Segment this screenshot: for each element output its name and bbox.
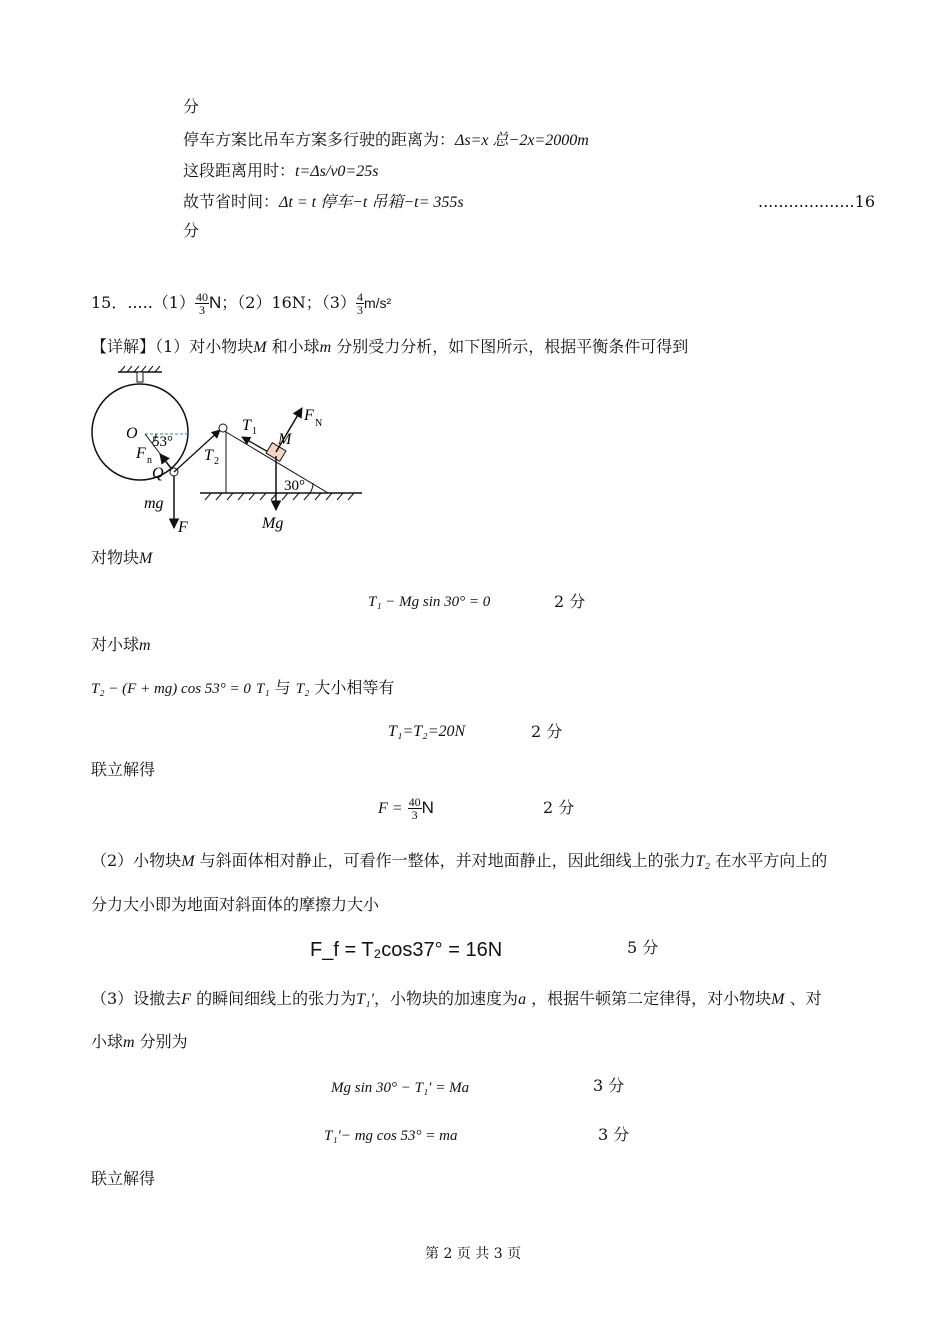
page-footer: 第 2 页 共 3 页 (425, 1246, 522, 1262)
part2-sym-t2: T₂ (695, 853, 711, 870)
label-fn: F (136, 445, 146, 462)
equation-2-line (91, 678, 394, 699)
force-diagram (90, 360, 390, 540)
equation-6: Mg sin 30° − T₁′ = Ma (331, 1080, 470, 1096)
fen-top: 分 (183, 97, 200, 116)
label-fn-normal: F (304, 407, 314, 424)
q15-part1-unit: N (208, 293, 222, 312)
distance-line-formula: Δs=x 总−2x=2000m (455, 132, 589, 149)
solve-label-2: 联立解得 (91, 1169, 156, 1188)
fen-bottom: 分 (183, 221, 200, 240)
equation-4-den: 3 (411, 808, 418, 822)
equation-4-fraction (408, 796, 422, 821)
part2-line-2: 分力大小即为地面对斜面体的摩擦力大小 (91, 895, 380, 914)
equation-4-lhs: F = (378, 800, 403, 817)
equation-4-score: 2 分 (543, 798, 575, 817)
equation-1-score: 2 分 (554, 592, 586, 611)
part3-text-c: ，小物块的加速度为 (374, 989, 519, 1008)
part3-text-d: ，根据牛顿第二定律得，对小物块 (531, 989, 772, 1008)
label-53: 53° (152, 434, 173, 450)
equation-1: T₁ − Mg sin 30° = 0 (368, 594, 491, 610)
q15-part1-fraction (195, 291, 209, 316)
label-q: Q (152, 465, 164, 482)
detail-intro-part1: （1）对小物块 (155, 337, 254, 356)
part3-text-a: （3）设撤去 (91, 989, 182, 1008)
equation-5: F_f = T₂cos37° = 16N (310, 939, 503, 961)
q15-part2: ；（2）16N；（3） (221, 293, 356, 312)
time-line-prefix: 这段距离用时： (183, 161, 296, 180)
t1-arrow (242, 437, 270, 453)
detail-intro-part2: 和小球 (271, 337, 320, 356)
part3-text-f: 小球 (91, 1032, 124, 1051)
part3-sym-t1p: T₁′ (356, 991, 375, 1008)
part3-sym-a: a (518, 991, 527, 1008)
ring (92, 384, 188, 480)
part3-text-e: 、对 (789, 989, 822, 1008)
label-t1-sub: 1 (252, 426, 257, 437)
q15-part1-num: 40 (195, 290, 208, 304)
part3-sym-m-block: M (771, 991, 785, 1008)
equation-2-t2: T₂ (295, 681, 310, 697)
time-line-formula: t=Δs/v0=25s (295, 163, 379, 180)
part2-text-c: 在水平方向上的 (715, 851, 828, 870)
block-m-label-text: 对物块 (91, 548, 140, 567)
angle-arc-30 (310, 483, 313, 493)
equation-7: T₁′− mg cos 53° = ma (324, 1128, 458, 1144)
detail-tag: 【详解】 (91, 337, 156, 356)
label-mg-block: Mg (262, 515, 284, 532)
part2-text-b: 与斜面体相对静止，可看作一整体，并对地面静止，因此细线上的张力 (199, 851, 696, 870)
part2-line-1 (91, 851, 827, 872)
equation-5-score: 5 分 (627, 938, 659, 957)
ceiling-hatch (118, 366, 162, 382)
label-m-block: M (278, 431, 292, 448)
part2-text-a: （2）小物块 (91, 851, 182, 870)
label-t2: T (204, 447, 213, 464)
saved-time-formula: Δt = t 停车−t 吊箱−t= 355s (279, 194, 464, 211)
label-30: 30° (284, 478, 305, 494)
q15-part3-den: 3 (357, 303, 363, 317)
equation-2: T₂ − (F + mg) cos 53° = 0 (91, 681, 251, 697)
score-dots: ...................16 (758, 192, 875, 211)
label-o: O (126, 425, 138, 442)
q15-number: 15．..... (91, 293, 153, 312)
label-fn-normal-sub: N (315, 418, 323, 429)
q15-part3-unit: m/s² (364, 295, 392, 311)
label-f: F (178, 519, 188, 536)
ball-label (91, 635, 151, 656)
equation-7-score: 3 分 (598, 1125, 630, 1144)
equation-4-num: 40 (408, 795, 421, 809)
equation-2-equal-text: 大小相等有 (314, 678, 395, 697)
part3-sym-f: F (181, 991, 191, 1008)
part2-sym-m: M (181, 853, 195, 870)
distance-line-prefix: 停车方案比吊车方案多行驶的距离为： (183, 130, 456, 149)
equation-2-and: 与 (274, 678, 291, 697)
ground-hatch (200, 493, 362, 500)
q15-part1-den: 3 (198, 303, 205, 317)
label-fn-sub: n (147, 455, 152, 466)
time-line (183, 161, 378, 182)
equation-3-score: 2 分 (531, 722, 563, 741)
equation-4-unit: N (421, 798, 434, 817)
detail-sym-M: M (253, 339, 267, 356)
equation-2-t1: T₁ (256, 681, 270, 697)
label-t1: T (242, 417, 251, 434)
detail-sym-m: m (319, 339, 332, 356)
part3-sym-m-ball: m (123, 1034, 135, 1051)
label-mg: mg (144, 495, 164, 512)
saved-time-prefix: 故节省时间： (183, 192, 280, 211)
ball-label-text: 对小球 (91, 635, 140, 654)
distance-line (183, 130, 589, 151)
equation-4 (378, 792, 434, 825)
q15-part3-num: 4 (357, 290, 363, 304)
solve-label-1: 联立解得 (91, 760, 156, 779)
q15-part3-fraction (356, 291, 364, 316)
detail-intro-part3: 分别受力分析，如下图所示，根据平衡条件可得到 (336, 337, 689, 356)
part3-text-g: 分别为 (139, 1032, 188, 1051)
label-t2-sub: 2 (214, 456, 219, 467)
q15-part1-label: （1） (152, 293, 195, 312)
block-m-label (91, 548, 152, 569)
equation-6-score: 3 分 (593, 1076, 625, 1095)
equation-3: T₁=T₂=20N (388, 723, 466, 740)
saved-time-line (183, 192, 464, 213)
part3-line-1 (91, 989, 822, 1010)
ball-label-sym: m (139, 637, 151, 654)
q15-answer-line (91, 288, 391, 318)
part3-text-b: 的瞬间细线上的张力为 (196, 989, 357, 1008)
block-m-label-sym: M (139, 550, 153, 567)
part3-line-2 (91, 1032, 188, 1053)
detail-intro (91, 337, 688, 358)
